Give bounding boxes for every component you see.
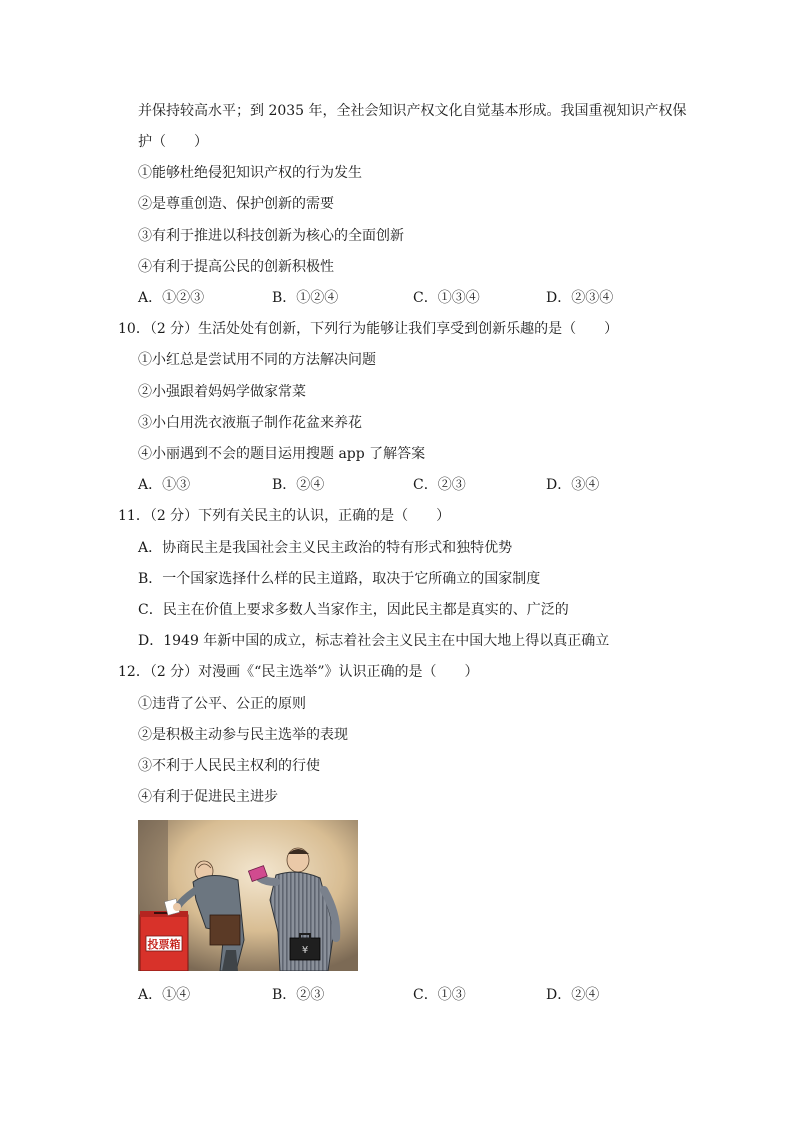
q11-option-c[interactable]: C．民主在价值上要求多数人当家作主，因此民主都是真实的、广泛的 <box>138 602 569 618</box>
q11-option-b[interactable]: B．一个国家选择什么样的民主道路，取决于它所确立的国家制度 <box>138 571 541 587</box>
q9-item-2: ②是尊重创造、保护创新的需要 <box>138 196 334 212</box>
q12-item-3: ③不利于人民民主权利的行使 <box>138 758 320 774</box>
q9-item-3: ③有利于推进以科技创新为核心的全面创新 <box>138 228 404 244</box>
q12-item-2: ②是积极主动参与民主选举的表现 <box>138 727 348 743</box>
q10-option-b[interactable]: B．②④ <box>272 477 325 493</box>
q9-stem-continued: 并保持较高水平；到 2035 年，全社会知识产权文化自觉基本形成。我国重视知识产权保 <box>138 103 687 119</box>
q9-item-4: ④有利于提高公民的创新积极性 <box>138 259 334 275</box>
q12-option-a[interactable]: A．①④ <box>138 987 191 1003</box>
q10-item-1: ①小红总是尝试用不同的方法解决问题 <box>138 352 376 368</box>
q9-option-a[interactable]: A．①②③ <box>138 290 205 306</box>
q12-item-4: ④有利于促进民主进步 <box>138 789 278 805</box>
q12-option-d[interactable]: D．②④ <box>546 987 600 1003</box>
q9-stem-end: 护（ ） <box>138 134 208 150</box>
q12-stem: 12．（2 分）对漫画《“民主选举”》认识正确的是（ ） <box>118 664 479 680</box>
briefcase-label: ¥ <box>301 945 309 956</box>
q9-option-c[interactable]: C．①③④ <box>413 290 480 306</box>
q11-option-a[interactable]: A．协商民主是我国社会主义民主政治的特有形式和独特优势 <box>138 540 513 556</box>
q10-option-a[interactable]: A．①③ <box>138 477 191 493</box>
q10-item-3: ③小白用洗衣液瓶子制作花盆来养花 <box>138 415 362 431</box>
q10-option-d[interactable]: D．③④ <box>546 477 600 493</box>
q12-option-b[interactable]: B．②③ <box>272 987 325 1003</box>
q10-item-2: ②小强跟着妈妈学做家常菜 <box>138 384 306 400</box>
q11-option-d[interactable]: D．1949 年新中国的成立，标志着社会主义民主在中国大地上得以真正确立 <box>138 633 610 649</box>
democratic-election-cartoon <box>138 820 358 971</box>
q10-option-c[interactable]: C．②③ <box>413 477 466 493</box>
q9-item-1: ①能够杜绝侵犯知识产权的行为发生 <box>138 165 362 181</box>
q9-option-d[interactable]: D．②③④ <box>546 290 614 306</box>
q10-stem: 10．（2 分）生活处处有创新，下列行为能够让我们享受到创新乐趣的是（ ） <box>118 321 619 337</box>
q12-item-1: ①违背了公平、公正的原则 <box>138 696 306 712</box>
ballot-box-label: 投票箱 <box>147 938 181 951</box>
q11-stem: 11．（2 分）下列有关民主的认识，正确的是（ ） <box>118 508 451 524</box>
ballot-box <box>140 911 188 971</box>
q10-item-4: ④小丽遇到不会的题目运用搜题 app 了解答案 <box>138 446 426 462</box>
q12-option-c[interactable]: C．①③ <box>413 987 466 1003</box>
q9-option-b[interactable]: B．①②④ <box>272 290 339 306</box>
